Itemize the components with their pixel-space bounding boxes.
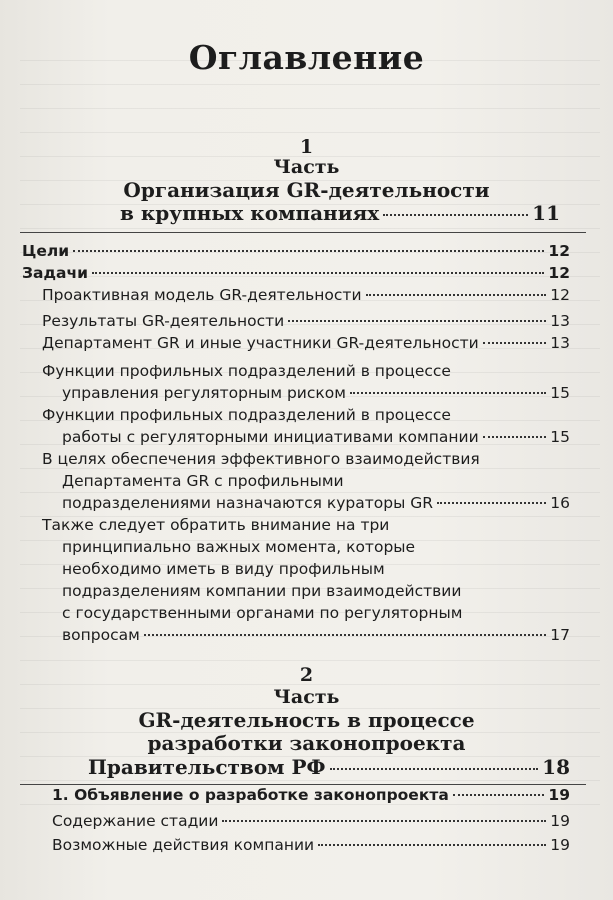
toc-entry[interactable] [52,834,570,856]
leader-dots [366,294,547,296]
part2-title-line3: Правительством РФ [88,755,326,779]
leader-dots [350,392,546,394]
entry-page: 15 [550,428,570,446]
toc-section-tasks[interactable] [22,262,570,284]
entry-page: 17 [550,626,570,644]
leader-dots [288,320,546,322]
entry-label-line: подразделениям компании при взаимодействии [62,582,462,600]
toc-entry[interactable] [42,310,570,332]
leader-dots [222,820,546,822]
entry-label: Содержание стадии [52,812,219,830]
entry-label-line: В целях обеспечения эффективного взаимодействия [42,450,480,468]
toc-entry[interactable] [42,448,570,514]
entry-label-line: работы с регуляторными инициативами компании [62,428,479,446]
part2-title-line2: разработки законопроекта [147,731,466,755]
entry-page: 13 [550,334,570,352]
entry-label-line: подразделениями назначаются кураторы GR [62,494,434,512]
divider [20,232,586,233]
entry-label-line: с государственными органами по регуляторным [62,604,463,622]
leader-dots [318,844,546,846]
section-label: Цели [22,242,70,260]
section-page: 12 [548,264,570,282]
entry-label-line: Функции профильных подразделений в процессе [42,362,451,380]
entry-label: Департамент GR и иные участники GR-деятельности [42,334,479,352]
toc-entry[interactable] [42,404,570,448]
entry-page: 19 [550,836,570,854]
toc-entry[interactable] [42,332,570,354]
entry-label: Возможные действия компании [52,836,315,854]
page-title: Оглавление [188,38,425,77]
entry-label-line: Также следует обратить внимание на три [42,516,390,534]
entry-label-line: вопросам [62,626,140,644]
toc-entry[interactable] [42,284,570,306]
leader-dots [383,214,528,216]
part2-title-row [88,755,570,779]
toc-section-goals[interactable] [22,240,570,262]
entry-page: 12 [550,286,570,304]
section-page: 12 [548,242,570,260]
entry-label: Проактивная модель GR-деятельности [42,286,362,304]
part1-title-line2: в крупных компаниях [120,201,380,225]
part1-number: 1 [299,136,314,158]
part2-title-line1: GR-деятельность в процессе [138,708,475,732]
leader-dots [483,342,547,344]
part2-word: Часть [273,686,340,708]
toc-entry[interactable] [42,514,570,646]
entry-label-line: принципиально важных момента, которые [62,538,416,556]
entry-label-line: управления регуляторным риском [62,384,346,402]
entry-page: 16 [550,494,570,512]
part2-number: 2 [299,664,314,686]
part1-title-row [120,201,560,225]
part1-page: 11 [532,201,560,225]
entry-page: 19 [550,812,570,830]
part1-word: Часть [273,156,340,178]
toc-entry[interactable] [52,810,570,832]
entry-label-line: Департамента GR с профильными [62,472,344,490]
section-label: 1. Объявление о разработке законопроекта [52,786,449,804]
part1-title-line1: Организация GR-деятельности [123,178,490,202]
toc-section-announcement[interactable] [52,784,570,806]
leader-dots [437,502,546,504]
leader-dots [330,768,539,770]
entry-page: 15 [550,384,570,402]
entry-page: 13 [550,312,570,330]
section-label: Задачи [22,264,88,282]
toc-entry[interactable] [42,360,570,404]
part2-page: 18 [542,755,570,779]
entry-label-line: необходимо иметь в виду профильным [62,560,385,578]
leader-dots [453,794,545,796]
leader-dots [73,250,544,252]
leader-dots [483,436,547,438]
leader-dots [92,272,544,274]
leader-dots [144,634,546,636]
section-page: 19 [548,786,570,804]
entry-label: Результаты GR-деятельности [42,312,285,330]
entry-label-line: Функции профильных подразделений в процессе [42,406,451,424]
